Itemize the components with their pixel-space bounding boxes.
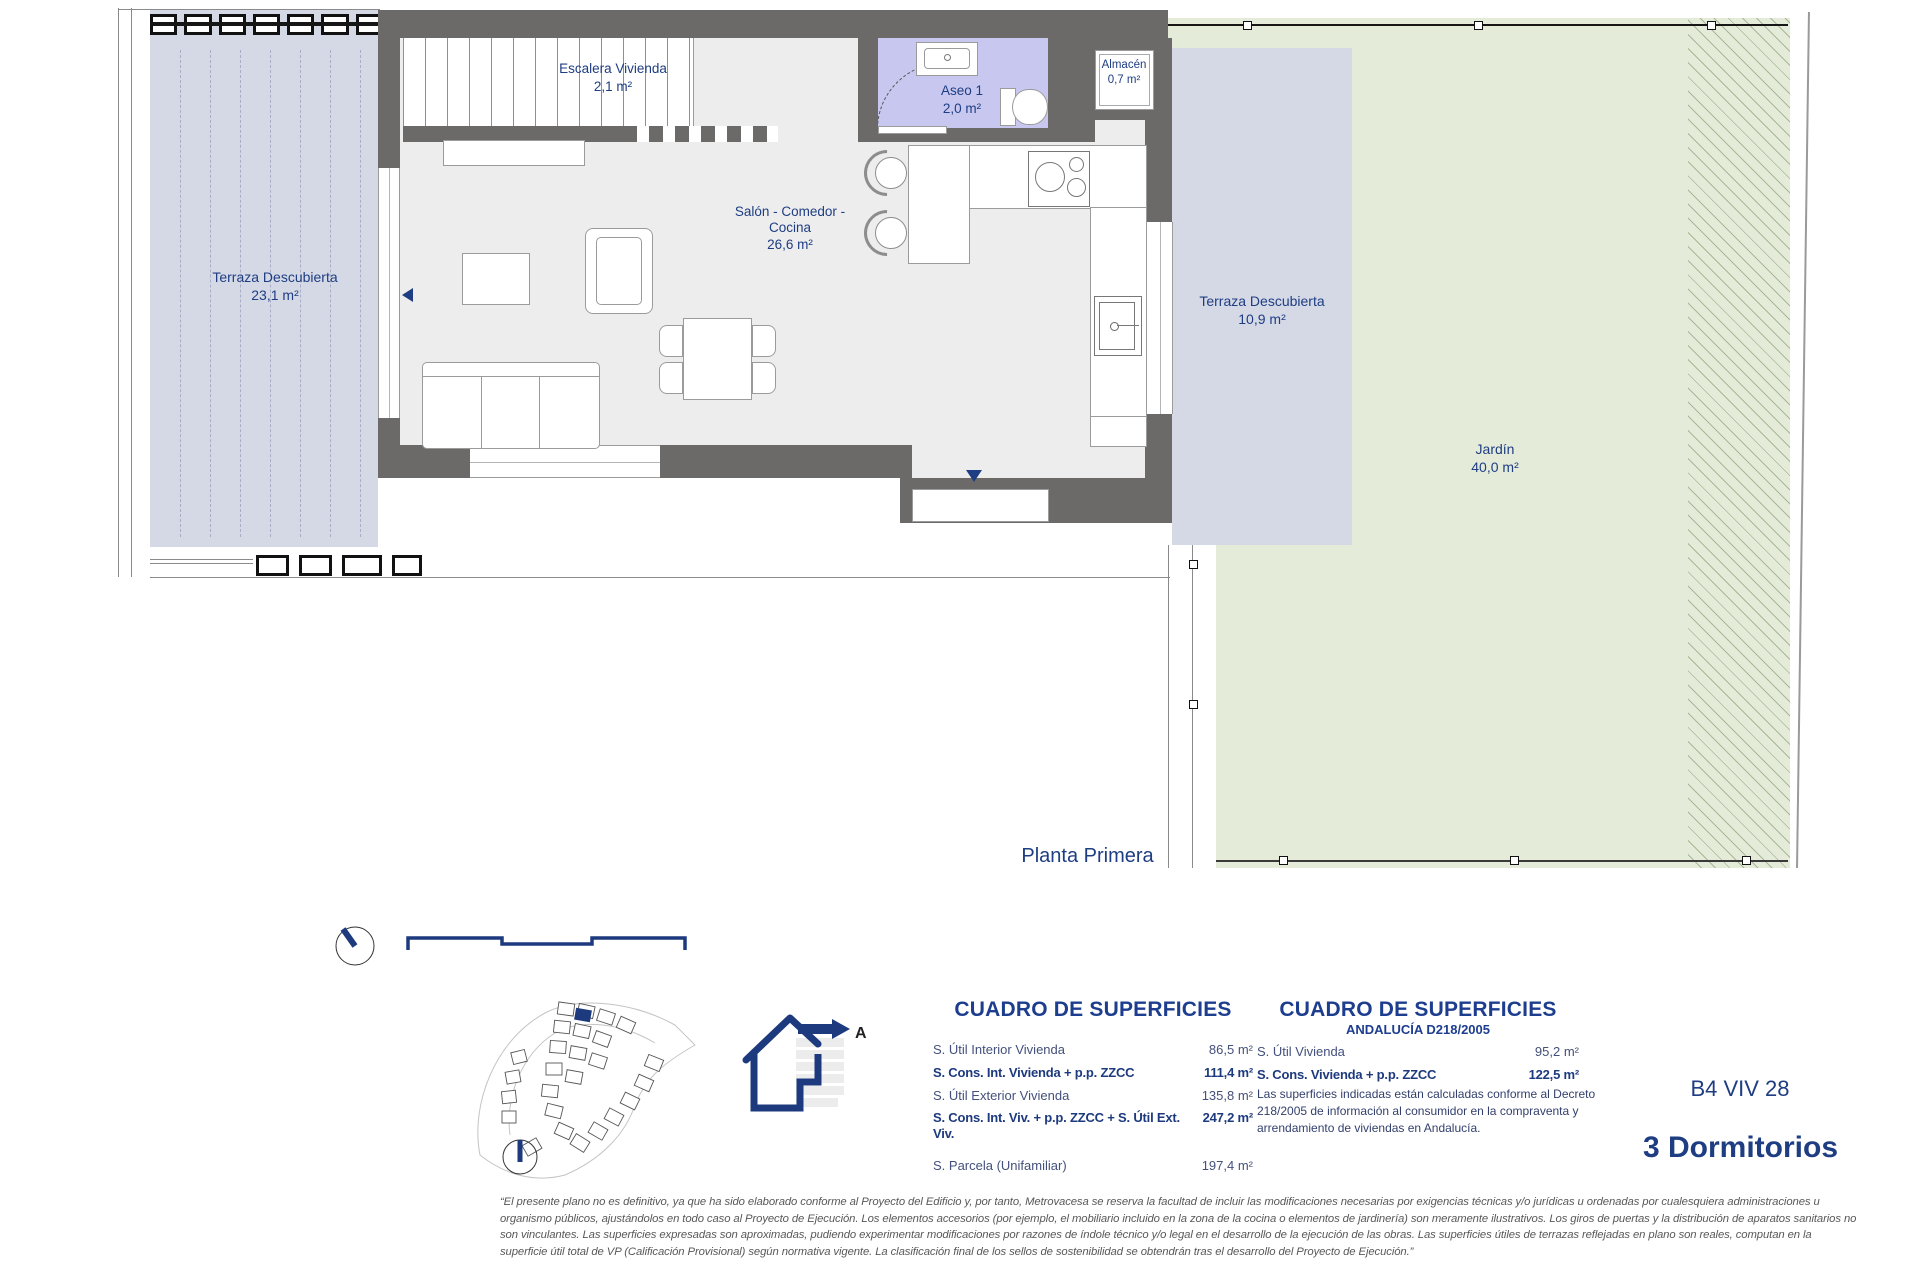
sofa-back-line: [423, 376, 599, 377]
dining-chair: [659, 362, 683, 394]
stool-1: [875, 157, 907, 189]
post-box: [256, 555, 289, 576]
fence-marker: [1243, 21, 1252, 30]
row-value: 111,4 m²: [1204, 1065, 1253, 1080]
fence-marker: [1510, 856, 1519, 865]
table-row: [933, 1065, 1253, 1081]
table-row: [1257, 1067, 1579, 1083]
floor-title-text: Planta Primera: [1021, 845, 1154, 867]
table-row: [933, 1158, 1253, 1174]
burner-small: [1069, 157, 1084, 172]
escalera-area-value: 2,1 m²: [593, 78, 633, 94]
stool-2: [875, 217, 907, 249]
parcel-line-left-2: [131, 8, 132, 577]
jardin-area-lower: [1216, 545, 1352, 868]
parcel-line-bottom-b: [150, 563, 253, 564]
wall-aseo-almacen-block: [1048, 38, 1095, 142]
disclaimer-line: son vinculantes. Las superficies expresadas son aproximadas, pudiendo experimentar modificaciones por razones de índole técnico y/o legal en el desarrollo de la ejecución de las obras. Las superficies útiles de terrazas reflejadas en plano son reales, computan en la: [500, 1229, 1812, 1242]
row-label: S. Útil Vivienda: [1257, 1044, 1345, 1059]
site-key-plan: [450, 985, 700, 1195]
table-row: [1257, 1044, 1579, 1060]
post-row: [256, 555, 422, 576]
almacen-name: Almacén: [1101, 59, 1147, 71]
fence-bottom: [1216, 860, 1788, 862]
fence-marker: [1474, 21, 1483, 30]
jardin-name: Jardín: [1475, 441, 1515, 457]
wall-right-lower: [1145, 414, 1172, 478]
escalera-label: [513, 60, 713, 95]
window-right: [1146, 222, 1173, 414]
toilet-bowl: [1012, 89, 1048, 125]
aseo-name: Aseo 1: [940, 83, 984, 98]
wall-bottom-b: [660, 445, 912, 478]
sink-kitchen-spout: [1117, 325, 1139, 326]
energy-house-icon: [738, 998, 883, 1118]
unit-bedrooms: [1598, 1128, 1883, 1167]
post-box: [392, 555, 422, 576]
row-label: S. Cons. Int. Vivienda + p.p. ZZCC: [933, 1065, 1135, 1080]
burner-large: [1035, 162, 1065, 192]
wall-left-upper: [378, 38, 400, 168]
wall-aseo-left: [858, 38, 878, 140]
decree-note-line: arrendamiento de viviendas en Andalucía.: [1257, 1121, 1481, 1135]
post-box: [299, 555, 332, 576]
surface-table-andalucia: [1257, 998, 1596, 1158]
scale-bar: [400, 928, 695, 954]
window-bottom: [470, 445, 660, 478]
unit-code: [1640, 1075, 1840, 1104]
stove: [1028, 151, 1090, 207]
row-value: 197,4 m²: [1201, 1158, 1253, 1173]
sink-kitchen: [1094, 296, 1142, 356]
disclaimer-line: superficie útil total de VP (Calificación Provisional) según normativa vigente. La clasificación final de los sellos de sostenibilidad se obtendrán tras el desarrollo del Proyecto de Ejecución.”: [500, 1245, 1414, 1258]
surface-table-main: [933, 998, 1253, 1188]
terraza-left-label: [175, 268, 375, 304]
table-row: [933, 1088, 1253, 1104]
unit-bedrooms-text: 3 Dormitorios: [1642, 1131, 1839, 1164]
fence-marker: [1742, 856, 1751, 865]
dining-table: [683, 318, 752, 400]
parcel-marker: [1189, 700, 1198, 709]
jardin-hatch-strip: [1688, 18, 1790, 868]
salon-name-line2: Cocina: [768, 220, 812, 236]
terraza-left-name: Terraza Descubierta: [212, 269, 338, 285]
terraza-left-area-value: 23,1 m²: [251, 287, 299, 304]
armchair: [585, 228, 653, 314]
kitchen-peninsula: [908, 145, 970, 264]
post-box: [342, 555, 382, 576]
window-left: [378, 168, 400, 418]
decree-note-line: 218/2005 de información al consumidor en la compraventa y: [1257, 1104, 1579, 1118]
decree-note-line: Las superficies indicadas están calculadas conforme al Decreto: [1257, 1087, 1596, 1101]
row-label: S. Útil Interior Vivienda: [933, 1042, 1065, 1057]
row-label: S. Útil Exterior Vivienda: [933, 1088, 1070, 1103]
surface-table-andalucia-subtitle: ANDALUCÍA D218/2005: [1345, 1022, 1490, 1037]
entry-marker-down: [966, 470, 982, 482]
sofa: [422, 362, 600, 449]
aseo-door-leaf: [878, 126, 947, 134]
dining-chair: [752, 362, 776, 394]
row-label: S. Cons. Int. Viv. + p.p. ZZCC + S. Útil Ext. Viv.: [933, 1110, 1180, 1142]
surface-table-main-title: CUADRO DE SUPERFICIES: [954, 998, 1232, 1021]
wall-stairs-bottom-dashed: [623, 126, 778, 142]
window-marker-left: [402, 288, 413, 302]
salon-name-line1: Salón - Comedor -: [734, 204, 846, 219]
salon-label: [710, 204, 870, 253]
row-value: 135,8 m²: [1201, 1088, 1253, 1103]
sink-bathroom: [916, 42, 978, 76]
terraza-right-area-value: 10,9 m²: [1238, 311, 1286, 328]
wall-bottom-a: [378, 445, 470, 478]
sofa-seat-divider: [539, 376, 540, 448]
dining-chair: [659, 325, 683, 357]
disclaimer-block: [500, 1194, 1890, 1266]
burner-medium: [1067, 178, 1086, 197]
parcel-marker: [1189, 560, 1198, 569]
unit-code-text: B4 VIV 28: [1690, 1076, 1790, 1101]
coffee-table: [462, 253, 530, 305]
row-label: S. Parcela (Unifamiliar): [933, 1158, 1067, 1173]
aseo-area-value: 2,0 m²: [942, 100, 982, 116]
table-row: [933, 1110, 1253, 1143]
parcel-line-left-1: [118, 8, 119, 577]
porch-opening: [912, 489, 1049, 522]
fence-marker: [1707, 21, 1716, 30]
armchair-seat: [596, 237, 642, 305]
almacen-area-value: 0,7 m²: [1107, 73, 1141, 86]
row-label: S. Cons. Vivienda + p.p. ZZCC: [1257, 1067, 1437, 1082]
wall-top: [378, 10, 1168, 38]
row-value: 122,5 m²: [1528, 1067, 1579, 1082]
disclaimer-line: “El presente plano no es definitivo, ya que ha sido elaborado conforme al Proyecto del Edificio y, por tanto, Metrovacesa se reserva la facultad de incluir las modificaciones necesarias por exigencias técnicas y/o jurídicas u ordenadas por cualesquiera administraciones u: [500, 1196, 1820, 1208]
parcel-line-right-1: [1168, 545, 1169, 868]
energy-letter: A: [855, 1025, 867, 1042]
sink-kitchen-faucet: [1110, 322, 1119, 331]
row-value: 86,5 m²: [1208, 1042, 1253, 1057]
terraza-right-name: Terraza Descubierta: [1199, 293, 1325, 309]
row-value: 95,2 m²: [1534, 1044, 1579, 1059]
counter-divider: [1091, 416, 1146, 417]
floor-title: [1005, 843, 1170, 869]
north-compass-icon: [330, 920, 382, 974]
fence-marker: [1279, 856, 1288, 865]
salon-area-value: 26,6 m²: [767, 236, 813, 252]
escalera-name: Escalera Vivienda: [559, 61, 667, 76]
disclaimer-line: organismo públicos, ajustándolos en todo caso al Proyecto de Ejecución. Los elementos accesorios (por ejemplo, el mobiliario incluido en la zona de la cocina o elementos de jardinería) son meramente ilustrativos. Los giros de puertas y la distribución de aparatos sanitarios no: [500, 1212, 1857, 1225]
louver-bar: [150, 13, 383, 35]
parcel-line-bottom-a: [150, 559, 253, 560]
almacen-label: [1093, 58, 1155, 88]
jardin-label: [1395, 440, 1595, 476]
row-value: 247,2 m²: [1202, 1110, 1253, 1125]
sideboard: [443, 140, 585, 166]
surface-table-andalucia-title: CUADRO DE SUPERFICIES: [1279, 998, 1557, 1021]
sink-drain: [944, 54, 951, 61]
dining-chair: [752, 325, 776, 357]
table-row: [933, 1042, 1253, 1058]
terraza-right-label: [1162, 292, 1362, 328]
interior-floor-kitchen-ext: [900, 445, 1145, 478]
jardin-area-value: 40,0 m²: [1471, 459, 1519, 476]
sofa-seat-divider: [481, 376, 482, 448]
parcel-line-bottom-long: [150, 577, 1170, 578]
louver-rail: [150, 22, 383, 26]
boundary-tilted-right: [1796, 12, 1809, 868]
